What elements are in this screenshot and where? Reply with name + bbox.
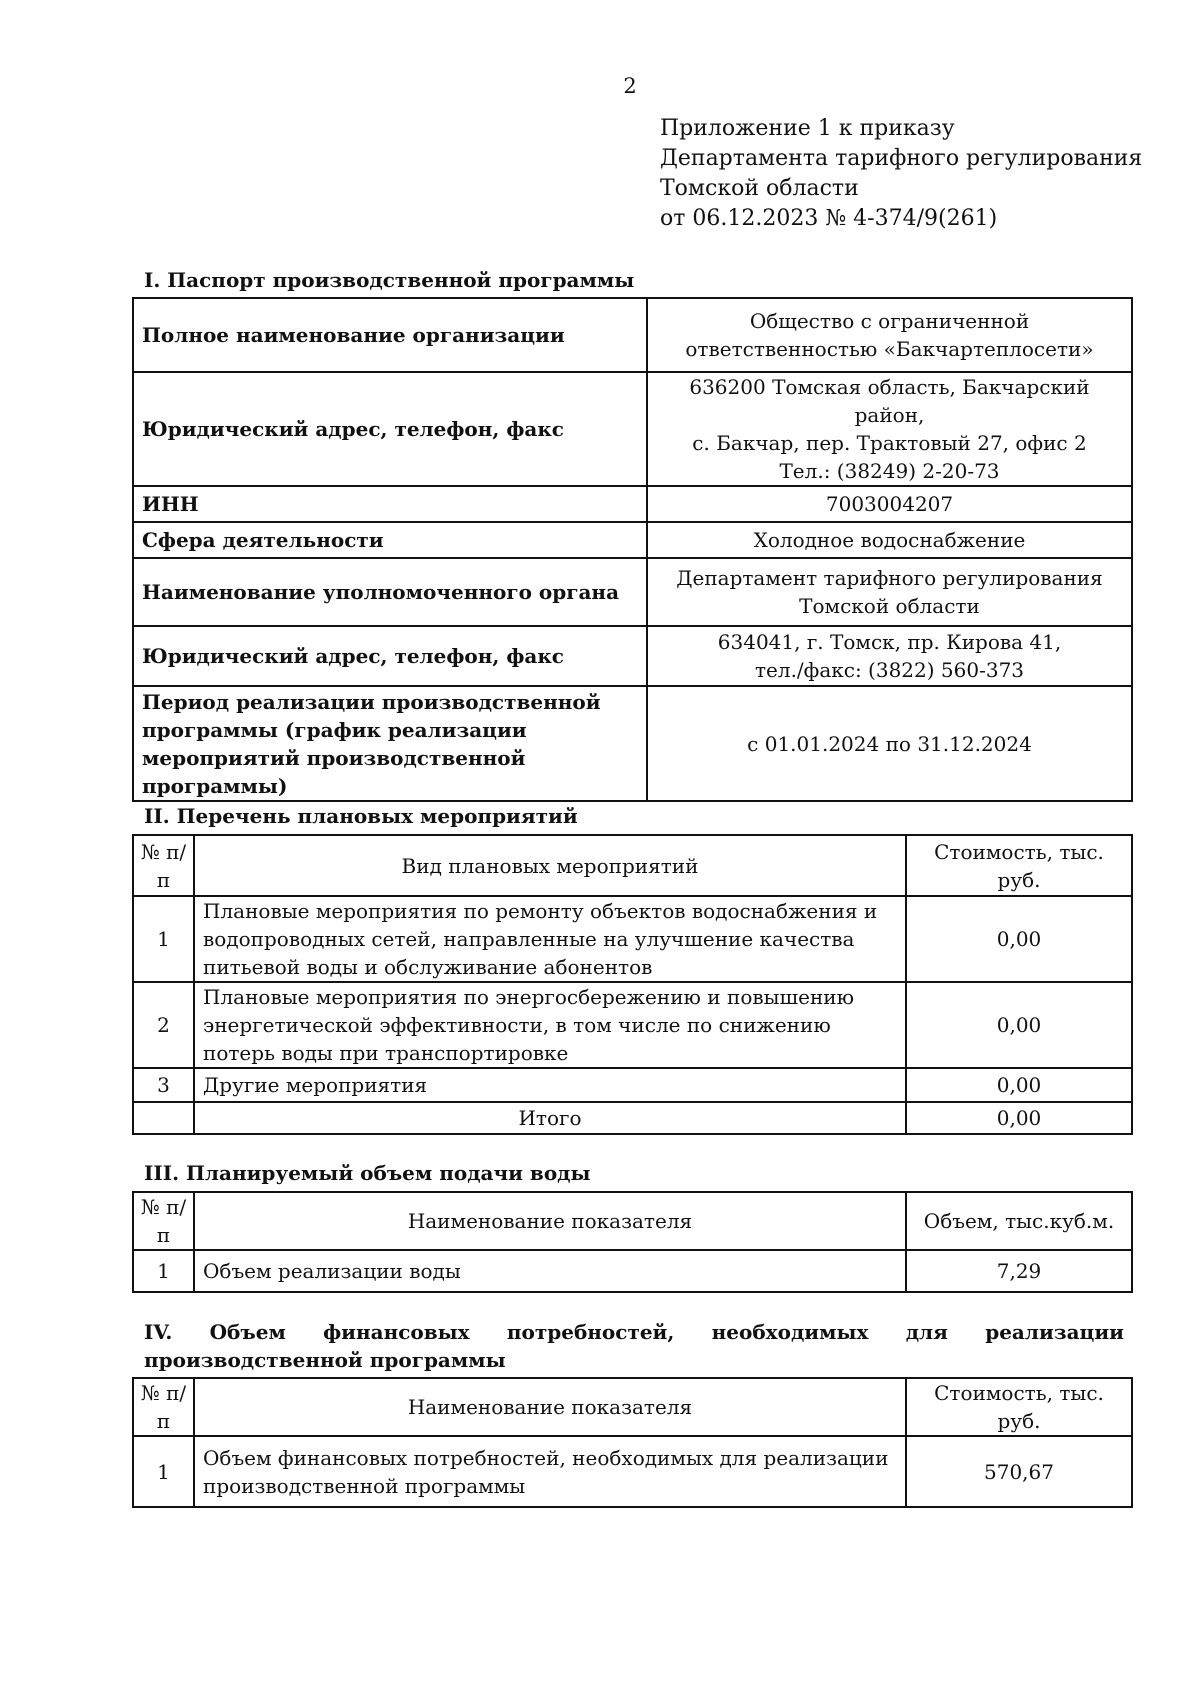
- row-value: Общество с ограниченной ответственностью «Бакчартеплосети»: [647, 298, 1132, 372]
- table-row: [133, 896, 1132, 982]
- header-num: № п/п: [133, 835, 194, 896]
- row-label: Юридический адрес, телефон, факс: [133, 626, 647, 686]
- section-title-finance: IV. Объем финансовых потребностей, необходимых для реализации производственной программы: [144, 1320, 1124, 1372]
- row-name: Объем реализации воды: [194, 1250, 906, 1292]
- row-name: Плановые мероприятия по энергосбережению и повышению энергетической эффективности, в том числе по снижению потерь воды при транспортировке: [194, 982, 906, 1068]
- total-cost: 0,00: [906, 1102, 1132, 1134]
- appendix-line: Приложение 1 к приказу: [660, 116, 955, 141]
- water-volume-table: [132, 1191, 1133, 1293]
- row-cost: 0,00: [906, 982, 1132, 1068]
- row-num: 1: [133, 1436, 194, 1507]
- passport-table: [132, 297, 1133, 802]
- table-header-row: [133, 835, 1132, 896]
- table-row: [133, 626, 1132, 686]
- section-title-passport: I. Паспорт производственной программы: [144, 268, 635, 292]
- table-row: [133, 372, 1132, 486]
- row-value: 7003004207: [647, 486, 1132, 522]
- section-title-plan: II. Перечень плановых мероприятий: [144, 804, 578, 828]
- row-value: Департамент тарифного регулирования Томской области: [647, 558, 1132, 626]
- row-label: Юридический адрес, телефон, факс: [133, 372, 647, 486]
- row-cost: 570,67: [906, 1436, 1132, 1507]
- row-label: Полное наименование организации: [133, 298, 647, 372]
- table-row: [133, 1068, 1132, 1102]
- table-row: [133, 1436, 1132, 1507]
- appendix-order-date: от 06.12.2023 № 4-374/9(261): [660, 206, 998, 231]
- row-name: Объем финансовых потребностей, необходимых для реализации производственной программы: [194, 1436, 906, 1507]
- table-row: [133, 486, 1132, 522]
- section-title-water: III. Планируемый объем подачи воды: [144, 1161, 591, 1185]
- table-row: [133, 686, 1132, 801]
- row-name: Другие мероприятия: [194, 1068, 906, 1102]
- table-header-row: [133, 1192, 1132, 1250]
- page-number: 2: [623, 74, 637, 98]
- row-value: 7,29: [906, 1250, 1132, 1292]
- row-label: ИНН: [133, 486, 647, 522]
- table-row: [133, 558, 1132, 626]
- plan-table: [132, 834, 1133, 1135]
- table-header-row: [133, 1378, 1132, 1436]
- row-num: 3: [133, 1068, 194, 1102]
- finance-table: [132, 1377, 1133, 1508]
- appendix-line: Департамента тарифного регулирования: [660, 146, 1143, 171]
- total-label: Итого: [194, 1102, 906, 1134]
- table-row: [133, 982, 1132, 1068]
- header-num: № п/п: [133, 1378, 194, 1436]
- row-label: Сфера деятельности: [133, 522, 647, 558]
- row-cost: 0,00: [906, 896, 1132, 982]
- row-label: Наименование уполномоченного органа: [133, 558, 647, 626]
- row-num: 1: [133, 896, 194, 982]
- appendix-heading: [660, 114, 1142, 234]
- row-label: Период реализации производственной программы (график реализации мероприятий производственной программы): [133, 686, 647, 801]
- header-cost: Стоимость, тыс. руб.: [906, 835, 1132, 896]
- row-value: 634041, г. Томск, пр. Кирова 41, тел./факс: (3822) 560-373: [647, 626, 1132, 686]
- header-cost: Стоимость, тыс. руб.: [906, 1378, 1132, 1436]
- row-cost: 0,00: [906, 1068, 1132, 1102]
- row-value: Холодное водоснабжение: [647, 522, 1132, 558]
- table-row: [133, 298, 1132, 372]
- table-row: [133, 1250, 1132, 1292]
- row-name: Плановые мероприятия по ремонту объектов водоснабжения и водопроводных сетей, направленные на улучшение качества питьевой воды и обслуживание абонентов: [194, 896, 906, 982]
- header-name: Вид плановых мероприятий: [194, 835, 906, 896]
- row-value: с 01.01.2024 по 31.12.2024: [647, 686, 1132, 801]
- row-value: 636200 Томская область, Бакчарский район, с. Бакчар, пер. Трактовый 27, офис 2 Тел.: (38249) 2-20-73: [647, 372, 1132, 486]
- table-total-row: [133, 1102, 1132, 1134]
- header-value: Объем, тыс.куб.м.: [906, 1192, 1132, 1250]
- header-num: № п/п: [133, 1192, 194, 1250]
- table-row: [133, 522, 1132, 558]
- appendix-line: Томской области: [660, 176, 859, 201]
- row-num: 1: [133, 1250, 194, 1292]
- row-num: 2: [133, 982, 194, 1068]
- row-num-empty: [133, 1102, 194, 1134]
- header-name: Наименование показателя: [194, 1378, 906, 1436]
- header-name: Наименование показателя: [194, 1192, 906, 1250]
